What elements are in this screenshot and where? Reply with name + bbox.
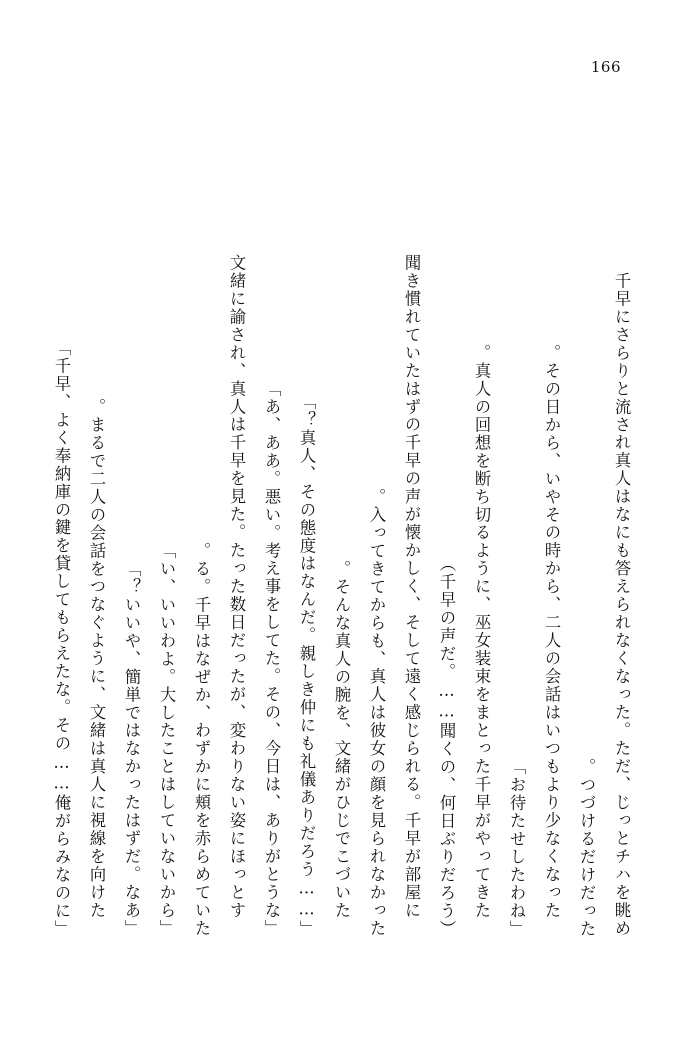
page-number: 166	[590, 58, 621, 76]
text-column: つづけるだけだった。	[577, 758, 596, 938]
text-column: まるで二人の会話をつなぐように、文緒は真人に視線を向けた。	[87, 398, 106, 938]
text-column: 「千早、よく奉納庫の鍵を貸してもらえたな。その……俺がらみなのに」	[52, 338, 71, 938]
text-column: 「お待たせしたわね」	[507, 758, 526, 938]
text-column: 文緒に諭され、真人は千早を見た。たった数日だったが、変わりない姿にほっとす	[227, 254, 246, 938]
text-column: （千早の声だ。……聞くの、何日ぶりだろう）	[437, 554, 456, 938]
text-column: 入ってきてからも、真人は彼女の顔を見られなかった。	[367, 488, 386, 938]
text-column: 聞き慣れていたはずの千早の声が懐かしく、そして遠く感じられる。千早が部屋に	[402, 254, 421, 938]
text-column: その日から、いやその時から、二人の会話はいつもより少なくなった。	[542, 344, 561, 938]
text-column: そんな真人の腕を、文緒がひじでこづいた。	[332, 560, 351, 938]
text-column: 「あ、ああ。悪い。考え事をしてた。その、今日は、ありがとうな」	[262, 380, 281, 938]
text-column: 「い、いいわよ。大したことはしていないから」	[157, 542, 176, 938]
text-column: 千早にさらりと流され真人はなにも答えられなくなった。ただ、じっとチハを眺め	[612, 272, 631, 938]
text-column: る。千早はなぜか、わずかに頬を赤らめていた。	[192, 542, 211, 938]
text-column: 「いいや、簡単ではなかったはずだ。なあ？」	[122, 560, 141, 938]
text-column: 真人の回想を断ち切るように、巫女装束をまとった千早がやってきた。	[472, 344, 491, 938]
page-text-body	[52, 118, 631, 938]
text-column: 「……真人、その態度はなんだ。親しき仲にも礼儀ありだろう？」	[297, 392, 316, 938]
